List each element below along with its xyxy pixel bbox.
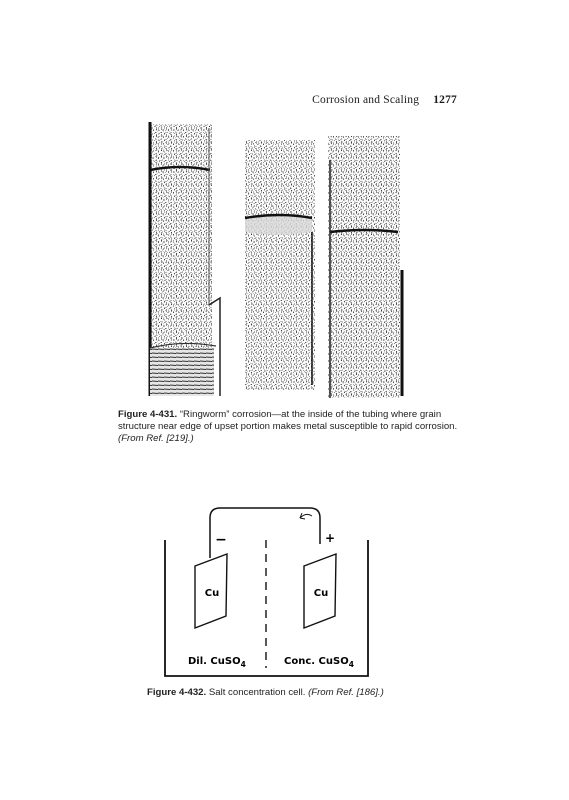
negative-sign: −	[215, 532, 227, 548]
running-title: Corrosion and Scaling	[312, 94, 420, 106]
figure-4-431-caption	[118, 409, 458, 445]
figure-4-432-text: Salt concentration cell.	[208, 687, 306, 698]
current-arrow	[300, 514, 312, 518]
page-number: 1277	[433, 94, 457, 106]
figure-4-431-label: Figure 4-431.	[118, 409, 178, 420]
figure-4-432-caption	[147, 687, 447, 699]
figure-4-432-label: Figure 4-432.	[147, 687, 207, 698]
concentration-cell-diagram	[150, 498, 380, 683]
figure-4-431-text: “Ringworm” corrosion—at the inside of the tubing where grain structure near edge of upset portion makes metal susceptible to rapid corrosion.	[118, 409, 458, 432]
right-electrode-label: Cu	[313, 588, 329, 599]
figure-4-431-source: (From Ref. [219].)	[118, 433, 194, 444]
running-header	[312, 94, 457, 106]
left-electrode-label: Cu	[204, 588, 220, 599]
tubing-section-middle	[245, 140, 315, 390]
positive-sign: +	[324, 531, 336, 545]
tubing-section-right	[328, 136, 402, 398]
figure-4-432-source: (From Ref. [186].)	[308, 687, 384, 698]
ringworm-corrosion-photo	[140, 120, 415, 400]
tubing-section-left	[150, 122, 220, 396]
left-solution-label: Dil. CuSO$_4$	[188, 656, 246, 669]
right-solution-label: Conc. CuSO$_4$	[284, 656, 354, 669]
